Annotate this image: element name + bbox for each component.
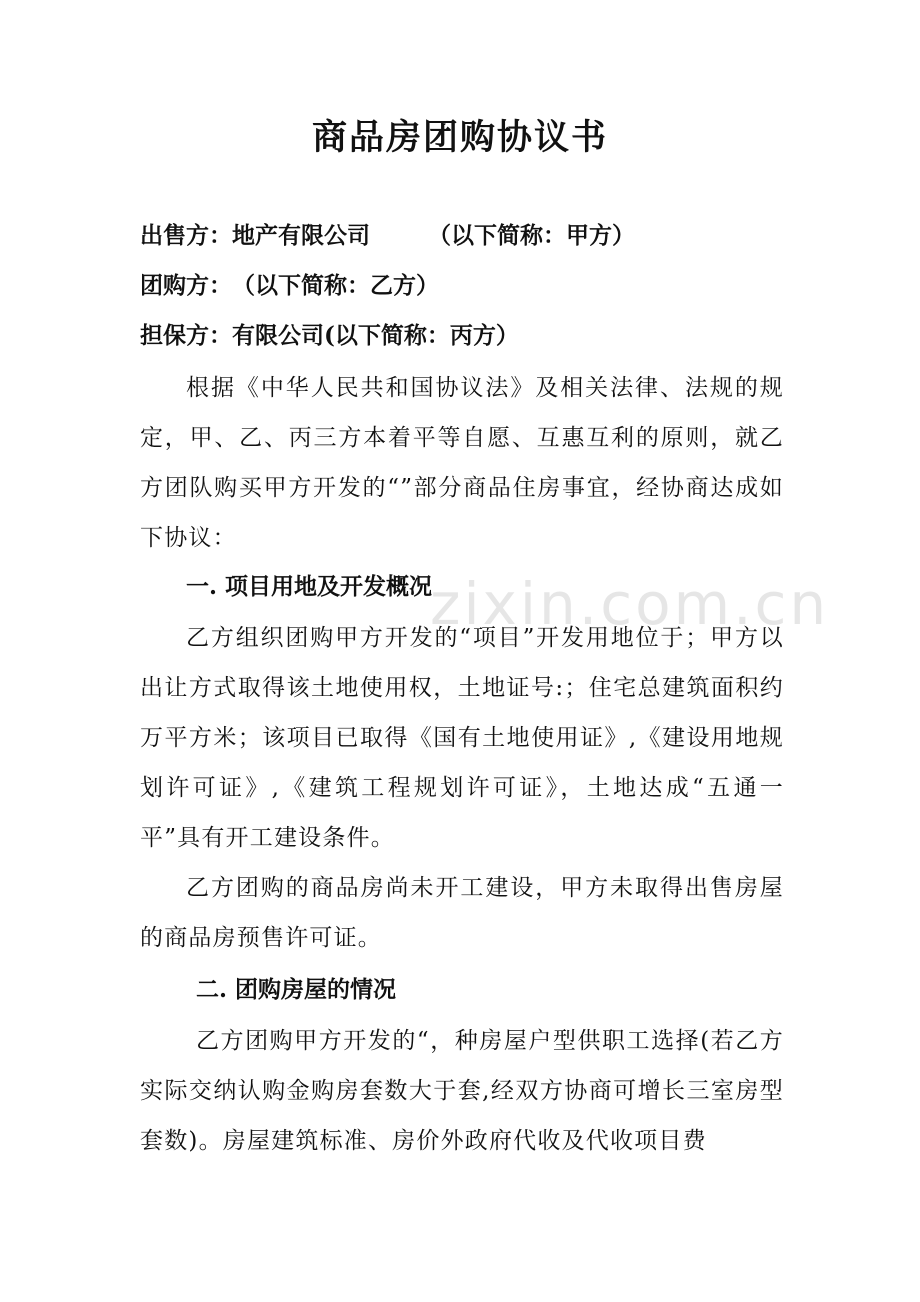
watermark: zixin.com.cn bbox=[430, 570, 830, 638]
guarantor-line: 担保方：有限公司(以下简称：丙方） bbox=[140, 322, 519, 349]
intro-paragraph: 根据《中华人民共和国协议法》及相关法律、法规的规定，甲、乙、丙三方本着平等自愿、互惠互利的原则，就乙方团队购买甲方开发的“”部分商品住房事宜，经协商达成如下协议： bbox=[140, 375, 784, 551]
seller-note: （以下简称：甲方） bbox=[428, 222, 635, 249]
document-title: 商品房团购协议书 bbox=[311, 117, 608, 158]
seller-label: 出售方：地产有限公司 bbox=[140, 222, 370, 249]
section-2-heading: 二. 团购房屋的情况 bbox=[196, 976, 397, 1003]
section-1-paragraph-2: 乙方团购的商品房尚未开工建设，甲方未取得出售房屋的商品房预售许可证。 bbox=[140, 875, 784, 951]
section-1-paragraph-1: 乙方组织团购甲方开发的“项目”开发用地位于；甲方以出让方式取得该土地使用权，土地证号:；住宅总建筑面积约万平方米；该项目已取得《国有土地使用证》,《建设用地规划许可证》,《建筑工程规划许可证》，土地达成“五通一平”具有开工建设条件。 bbox=[140, 625, 784, 851]
section-2-paragraph-1: 乙方团购甲方开发的“，种房屋户型供职工选择(若乙方实际交纳认购金购房套数大于套,经双方协商可增长三室房型套数)。房屋建筑标准、房价外政府代收及代收项目费 bbox=[140, 1028, 784, 1154]
section-1-heading: 一. 项目用地及开发概况 bbox=[186, 573, 433, 600]
buyer-line: 团购方： （以下简称：乙方） bbox=[140, 272, 439, 299]
seller-line bbox=[140, 219, 790, 253]
